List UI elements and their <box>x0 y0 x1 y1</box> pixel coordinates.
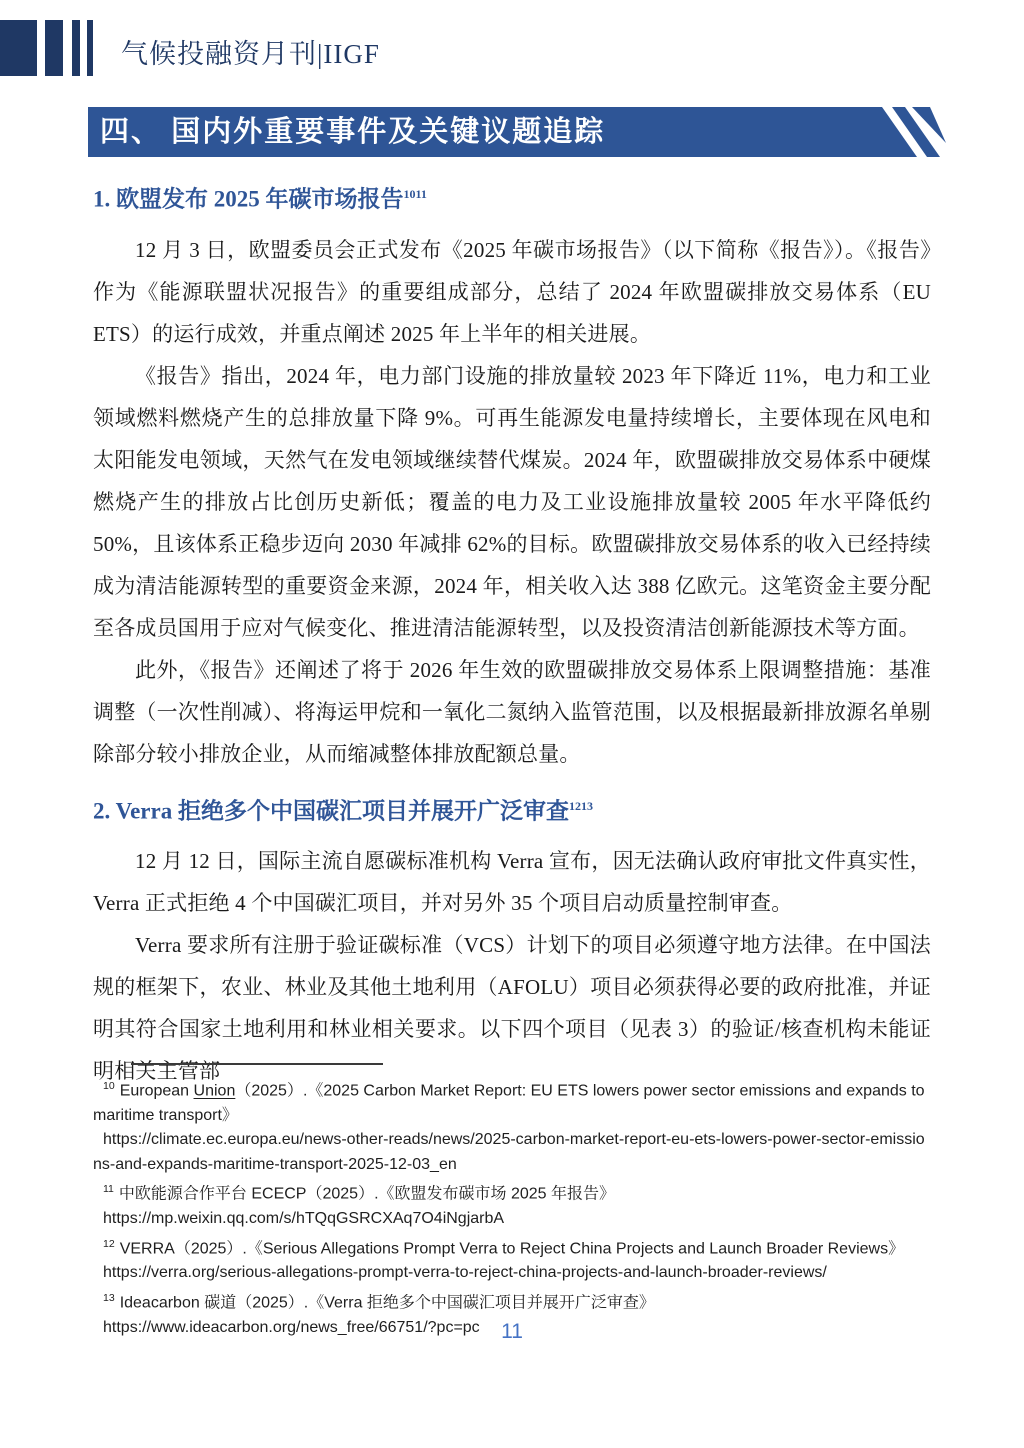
section-1-paragraph: 此外，《报告》还阐述了将于 2026 年生效的欧盟碳排放交易体系上限调整措施：基准调整（一次性削减）、将海运甲烷和一氧化二氮纳入监管范围，以及根据最新排放源名单剔除部分较小排放企业，从而缩减整体排放配额总量。 <box>93 657 931 766</box>
masthead-title: 气候投融资月刊|IIGF <box>121 39 380 69</box>
footnote-11-text <box>93 1177 931 1207</box>
footnote-12-text <box>93 1232 931 1262</box>
section-2-heading-text: 2. Verra 拒绝多个中国碳汇项目并展开广泛审查 <box>93 798 569 824</box>
footnotes-area <box>93 1063 931 1340</box>
footnote-marker: 12 <box>103 1237 115 1250</box>
footnote-13-url[interactable]: https://www.ideacarbon.org/news_free/66751/?pc=pc <box>103 1318 480 1336</box>
footnote-text: European <box>119 1082 194 1100</box>
section-2-paragraph: 12 月 12 日，国际主流自愿碳标准机构 Verra 宣布，因无法确认政府审批文件真实性，Verra 正式拒绝 4 个中国碳汇项目，并对另外 35 个项目启动质量控制审查。 <box>93 849 931 916</box>
section-2-paragraph: Verra 要求所有注册于验证碳标准（VCS）计划下的项目必须遵守地方法律。在中国法规的框架下，农业、林业及其他土地利用（AFOLU）项目必须获得必要的政府批准，并证明其符合国家土地利用和林业相关要求。以下四个项目（见表 3）的验证/核查机构未能证明相关主管部 <box>93 933 931 1084</box>
footnote-marker: 10 <box>103 1080 115 1092</box>
footnote-text: （2025）.《2025 Carbon Market Report: EU ETS lowers power sector emissions and expands to maritime transport》 <box>93 1082 925 1124</box>
footnote-separator <box>131 1063 383 1065</box>
chapter-title: 四、 国内外重要事件及关键议题追踪 <box>100 116 606 148</box>
footnote-10-text <box>93 1074 931 1128</box>
footnote-marker: 11 <box>103 1183 114 1196</box>
footnote-10-url[interactable]: https://climate.ec.europa.eu/news-other-reads/news/2025-carbon-market-report-eu-ets-lowers-power-sector-emissions-and-expands-maritime-transport-2025-12-03_en <box>93 1131 925 1173</box>
footnote-text: Ideacarbon 碳道（2025）.《Verra 拒绝多个中国碳汇项目并展开广泛审查》 <box>119 1294 655 1312</box>
body-content <box>93 178 931 1092</box>
section-1-paragraph: 12 月 3 日，欧盟委员会正式发布《2025 年碳市场报告》（以下简称《报告》）。《报告》作为《能源联盟状况报告》的重要组成部分，总结了 2024 年欧盟碳排放交易体系（EU ETS）的运行成效，并重点阐述 2025 年上半年的相关进展。 <box>93 237 931 346</box>
footnote-text: 中欧能源合作平台 ECECP（2025）.《欧盟发布碳市场 2025 年报告》 <box>118 1185 616 1203</box>
section-1-heading-text: 1. 欧盟发布 2025 年碳市场报告 <box>93 186 404 212</box>
chapter-banner <box>88 107 968 157</box>
footnote-marker: 13 <box>103 1291 115 1304</box>
logo-bar-icon <box>45 20 63 76</box>
section-1-heading <box>93 178 931 216</box>
footnote-12-url[interactable]: https://verra.org/serious-allegations-prompt-verra-to-reject-china-projects-and-launch-broader-reviews/ <box>103 1264 827 1282</box>
section-2-heading <box>93 790 931 828</box>
footnote-reference: 1213 <box>568 798 593 813</box>
logo-bar-icon <box>72 20 80 76</box>
footnote-text-underlined: Union <box>193 1082 236 1100</box>
footnote-11-url[interactable]: https://mp.weixin.qq.com/s/hTQqGSRCXAq7O4iNgjarbA <box>103 1210 505 1228</box>
footnote-13-text <box>93 1286 931 1316</box>
logo-bar-icon <box>87 20 93 76</box>
footnote-reference: 1011 <box>403 187 427 201</box>
footnote-text: VERRA（2025）.《Serious Allegations Prompt Verra to Reject China Projects and Launch Broader Reviews》 <box>119 1239 905 1257</box>
logo-bar-icon <box>0 20 37 76</box>
section-1-paragraph: 《报告》指出，2024 年，电力部门设施的排放量较 2023 年下降近 11%，电力和工业领域燃料燃烧产生的总排放量下降 9%。可再生能源发电量持续增长，主要体现在风电和太阳能发电领域，天然气在发电领域继续替代煤炭。2024 年，欧盟碳排放交易体系中硬煤燃烧产生的排放占比创历史新低；覆盖的电力及工业设施排放量较 2005 年水平降低约 50%，且该体系正稳步迈向 2030 年减排 62%的目标。欧盟碳排放交易体系的收入已经持续成为清洁能源转型的重要资金来源，2024 年，相关收入达 388 亿欧元。这笔资金主要分配至各成员国用于应对气候变化、推进清洁能源转型，以及投资清洁创新能源技术等方面。 <box>93 363 931 640</box>
page-number: 11 <box>501 1320 523 1343</box>
